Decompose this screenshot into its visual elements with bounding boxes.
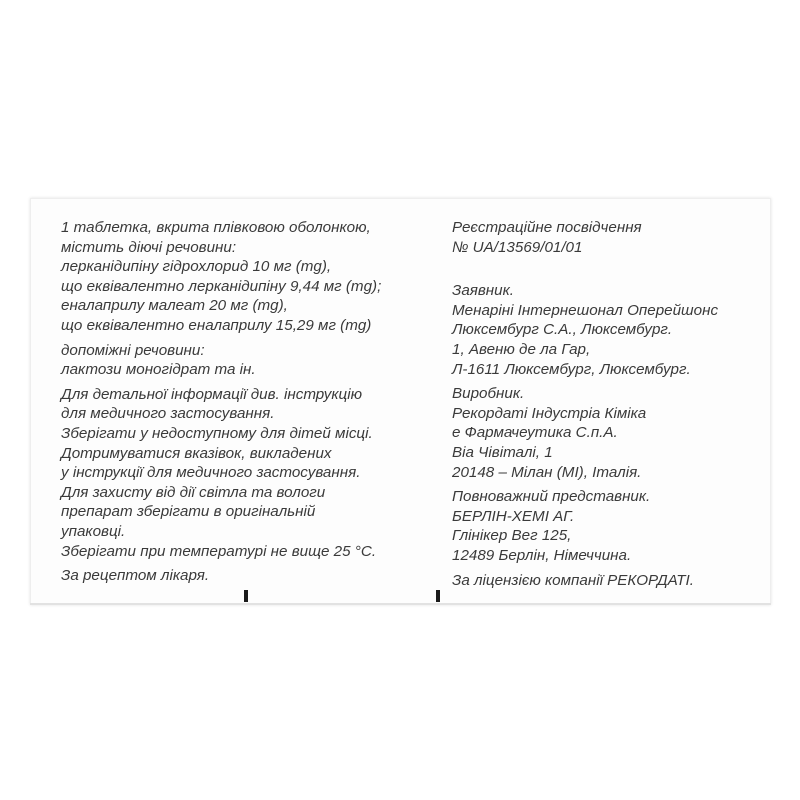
manufacturer-block — [452, 384, 718, 482]
composition-line: що еквівалентно лерканідипіну 9,44 мг (mg); — [61, 277, 382, 295]
instruction-line: препарат зберігати в оригінальній — [61, 503, 316, 521]
representative-line: Повноважний представник. — [452, 488, 651, 506]
manufacturer-line: Віа Чівіталі, 1 — [452, 443, 553, 461]
instruction-line: для медичного застосування. — [61, 405, 275, 423]
representative-line: БЕРЛІН-ХЕМІ АГ. — [452, 507, 575, 525]
right-text-column — [452, 218, 718, 590]
composition-line: що еквівалентно еналаприлу 15,29 мг (mg) — [61, 316, 372, 334]
instruction-line: Зберігати при температурі не вище 25 °С. — [61, 542, 377, 560]
applicant-line: Заявник. — [452, 282, 515, 300]
instruction-line: Для захисту від дії світла та вологи — [61, 483, 326, 501]
left-text-column — [61, 218, 381, 586]
storage-instructions-block — [61, 385, 381, 561]
instruction-line: Дотримуватися вказівок, викладених — [61, 444, 332, 462]
registration-block — [452, 218, 718, 257]
applicant-line: 1, Авеню де ла Гар, — [452, 340, 591, 358]
representative-line: Глінікер Вег 125, — [452, 527, 572, 545]
excipients-line: лактози моногідрат та ін. — [61, 361, 256, 379]
composition-line: 1 таблетка, вкрита плівковою оболонкою, — [61, 219, 371, 236]
package-fold-edge — [30, 603, 771, 605]
instruction-line: Зберігати у недоступному для дітей місці. — [61, 424, 373, 442]
excipients-block — [61, 341, 381, 380]
instruction-line: у інструкції для медичного застосування. — [61, 464, 361, 482]
representative-block — [452, 487, 718, 565]
print-registration-mark — [244, 590, 248, 602]
manufacturer-line: Рекордаті Індустріа Кіміка — [452, 404, 647, 422]
applicant-line: Л-1611 Люксембург, Люксембург. — [452, 360, 691, 378]
applicant-line: Люксембург С.А., Люксембург. — [452, 321, 673, 339]
composition-line: еналаприлу малеат 20 мг (mg), — [61, 297, 288, 315]
applicant-line: Менаріні Інтернешонал Оперейшонс — [452, 301, 719, 319]
registration-line: Реєстраційне посвідчення — [452, 219, 642, 236]
registration-number: № UA/13569/01/01 — [452, 238, 583, 256]
manufacturer-line: 20148 – Мілан (МІ), Італія. — [452, 463, 642, 481]
manufacturer-line: е Фармачеутика С.п.А. — [452, 424, 618, 442]
applicant-block — [452, 281, 718, 379]
instruction-line: Для детальної інформації див. інструкцію — [61, 385, 362, 403]
representative-line: 12489 Берлін, Німеччина. — [452, 546, 632, 564]
manufacturer-line: Виробник. — [452, 385, 525, 403]
print-registration-mark — [436, 590, 440, 602]
composition-line: містить діючі речовини: — [61, 238, 237, 256]
excipients-line: допоміжні речовини: — [61, 341, 205, 359]
composition-block — [61, 218, 381, 336]
instruction-line: упаковці. — [61, 522, 126, 540]
composition-line: лерканідипіну гідрохлорид 10 мг (mg), — [61, 258, 332, 276]
prescription-note: За рецептом лікаря. — [61, 567, 210, 585]
license-note: За ліцензією компанії РЕКОРДАТІ. — [452, 571, 694, 589]
